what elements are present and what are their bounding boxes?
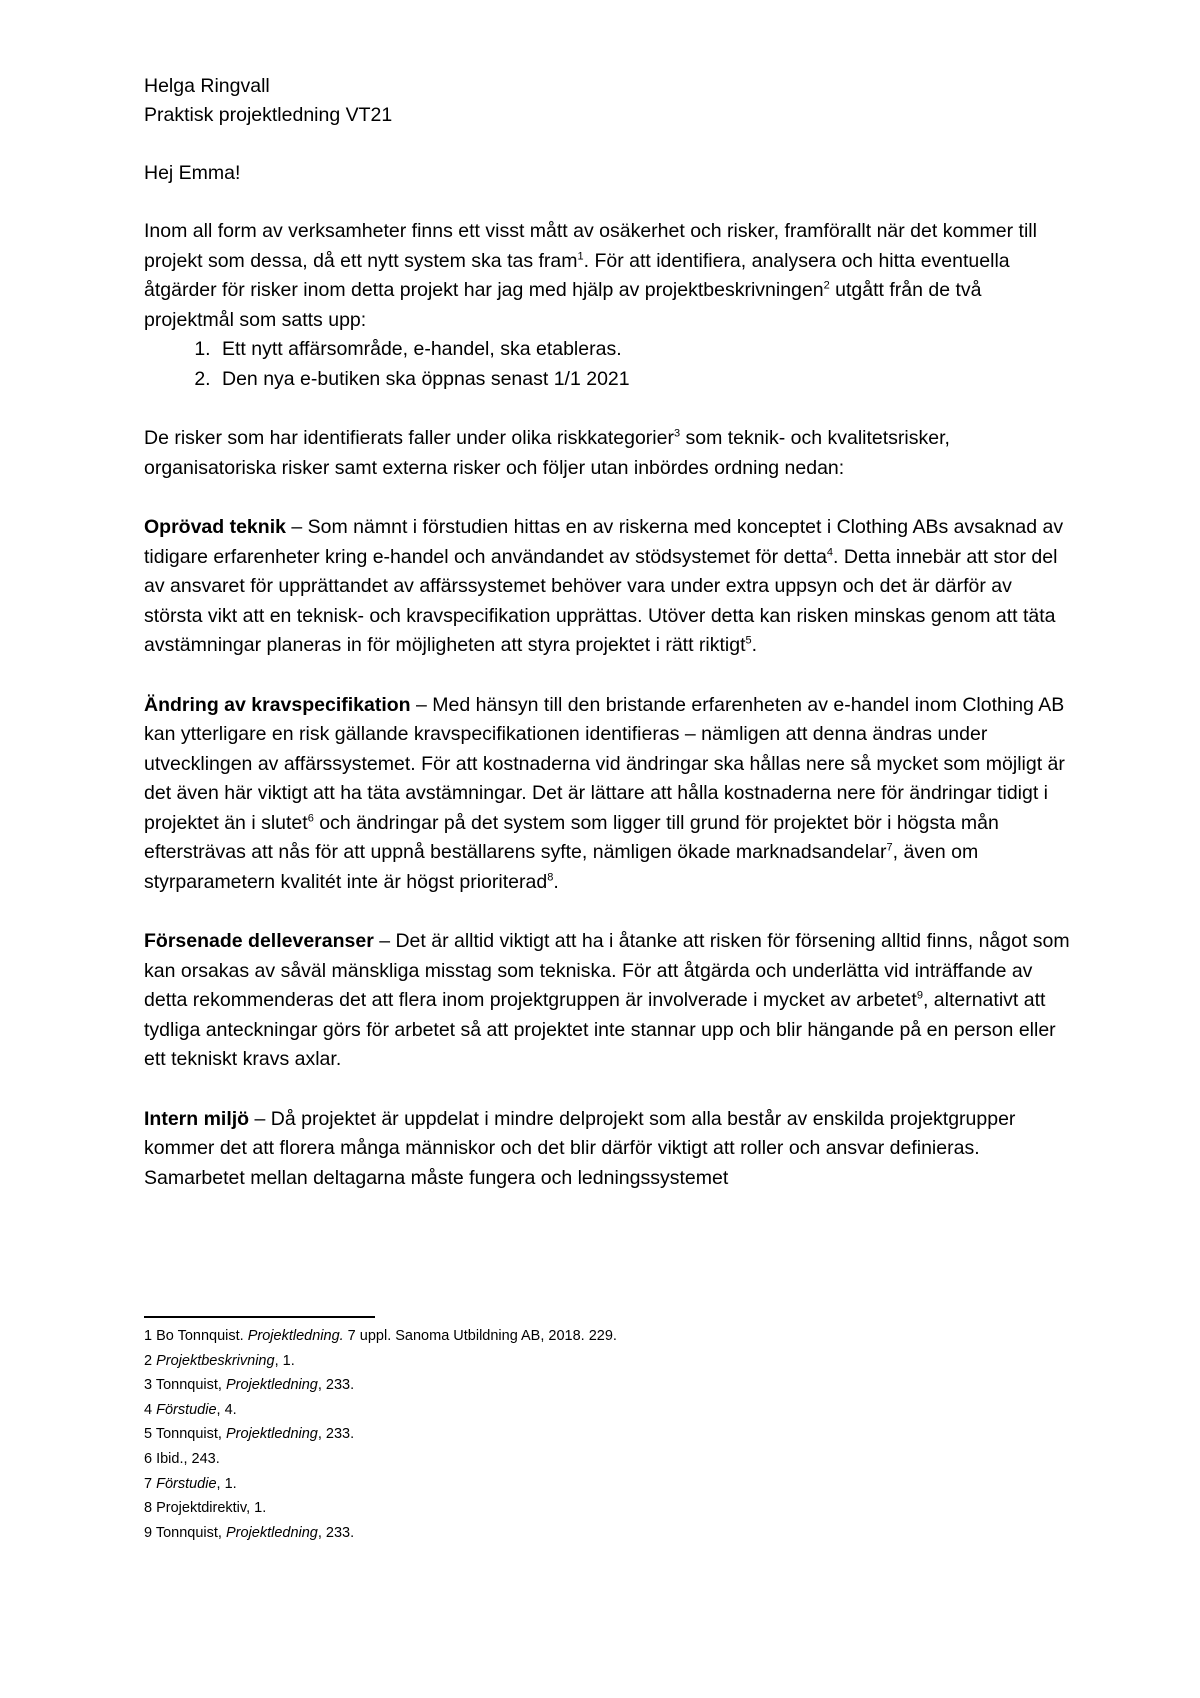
risk-heading: Intern miljö — [144, 1107, 250, 1130]
risk-delayed-deliveries: Försenade delleveranser – Det är alltid viktigt att ha i åtanke att risken för försening alltid finns, något som kan orsakas av såväl mänskliga misstag som tekniska. För att åtgärda och underlätta vid inträffande av detta rekommenderas det att flera inom projektgruppen är involverade i mycket av arbetet$^9$, alternativt att tydliga anteckningar görs för arbetet så att projektet inte stannar upp och blir hängande på en person eller ett tekniskt kravs axlar. — [144, 930, 1070, 1070]
document-body — [144, 72, 1074, 1193]
greeting: Hej Emma! — [144, 162, 241, 184]
risk-heading: Försenade delleveranser — [144, 930, 374, 952]
footnote-ref: 3 — [673, 427, 681, 440]
intro-paragraph: Inom all form av verksamheter finns ett visst mått av osäkerhet och risker, framförallt när det kommer till projekt som dessa, då ett nytt system ska tas fram$^1$. För att identifiera, analysera och hitta eventuella åtgärder för risker inom detta projekt har jag med hjälp av projektbeskrivningen$^2$ utgått från de två projektmål som satts upp: — [144, 220, 1037, 331]
footnote: 1 Bo Tonnquist. Projektledning. 7 uppl. Sanoma Utbildning AB, 2018. 229. — [144, 1328, 617, 1344]
risk-heading: Oprövad teknik — [144, 516, 286, 538]
footnote: 4 Förstudie, 4. — [144, 1401, 237, 1418]
footnote-ref: 6 — [307, 812, 314, 824]
risk-untested-tech: Oprövad teknik – Som nämnt i förstudien hittas en av riskerna med konceptet i Clothing ABs avsaknad av tidigare erfarenheter kring e-handel och användandet av stödsystemet för detta$^4$. Detta innebär att stor del av ansvaret för upprättandet av affärssystemet behöver vara under extra uppsyn och det är därför av största vikt att en teknisk- och kravspecifikation upprättas. Utöver detta kan risken minskas genom att täta avstämningar planeras in för möjligheten att styra projektet i rätt riktigt$^5$. — [144, 516, 1064, 656]
footnote-ref: 4 — [826, 546, 834, 558]
list-item: 2. Den nya e-butiken ska öppnas senast 1/1 2021 — [216, 365, 1074, 395]
footnote-ref: 2 — [823, 279, 830, 292]
risk-spec-change: Ändring av kravspecifikation – Med hänsyn till den bristande erfarenheten av e-handel inom Clothing AB kan ytterligare en risk gällande kravspecifikationen identifieras – nämligen att denna ändras under utvecklingen av affärssystemet. För att kostnaderna vid ändringar ska hållas nere så mycket som möjligt är det även här viktigt att ha täta avstämningar. Det är lättare att hålla kostnaderna nere för ändringar tidigt i projektet än i slutet$^6$ och ändringar på det system som ligger till grund för projektet bör i högsta mån eftersträvas att nås för att uppnå beställarens syfte, nämligen ökade marknadsandelar$^7$, även om styrparametern kvalitét inte är högst prioriterad$^8$. — [144, 693, 1065, 893]
footnote: 8 Projektdirektiv, 1. — [144, 1500, 267, 1517]
footnote-separator — [144, 1316, 375, 1318]
risk-heading: Ändring av kravspecifikation — [144, 693, 411, 716]
footnote: 2 Projektbeskrivning, 1. — [144, 1352, 295, 1369]
footnote-ref: 8 — [547, 871, 554, 883]
risk-internal-environment: Intern miljö – Då projektet är uppdelat i mindre delprojekt som alla består av enskilda projektgrupper kommer det att florera många människor och det blir därför viktigt att roller och ansvar definieras. Samarbetet mellan deltagarna måste fungera och ledningssystemet — [144, 1107, 1016, 1189]
footnote-ref: 5 — [745, 634, 752, 647]
footnote: 7 Förstudie, 1. — [144, 1475, 237, 1492]
footnote: 6 Ibid., 243. — [144, 1450, 220, 1467]
footnotes — [144, 1324, 1074, 1545]
footnote: 9 Tonnquist, Projektledning, 233. — [144, 1524, 355, 1541]
footnote-ref: 9 — [916, 989, 923, 1002]
author-name: Helga Ringvall — [144, 75, 270, 97]
project-goals-list — [144, 335, 1074, 394]
course-name: Praktisk projektledning VT21 — [144, 104, 393, 126]
footnote-ref: 7 — [886, 841, 893, 854]
footnote: 5 Tonnquist, Projektledning, 233. — [144, 1426, 355, 1443]
categories-paragraph: De risker som har identifierats faller under olika riskkategorier$^3$ som teknik- och kvalitetsrisker, organisatoriska risker samt externa risker och följer utan inbördes ordning nedan: — [144, 427, 950, 479]
list-item: 1. Ett nytt affärsområde, e-handel, ska etableras. — [216, 335, 1074, 365]
footnote: 3 Tonnquist, Projektledning, 233. — [144, 1377, 355, 1394]
footnote-ref: 1 — [577, 250, 584, 262]
